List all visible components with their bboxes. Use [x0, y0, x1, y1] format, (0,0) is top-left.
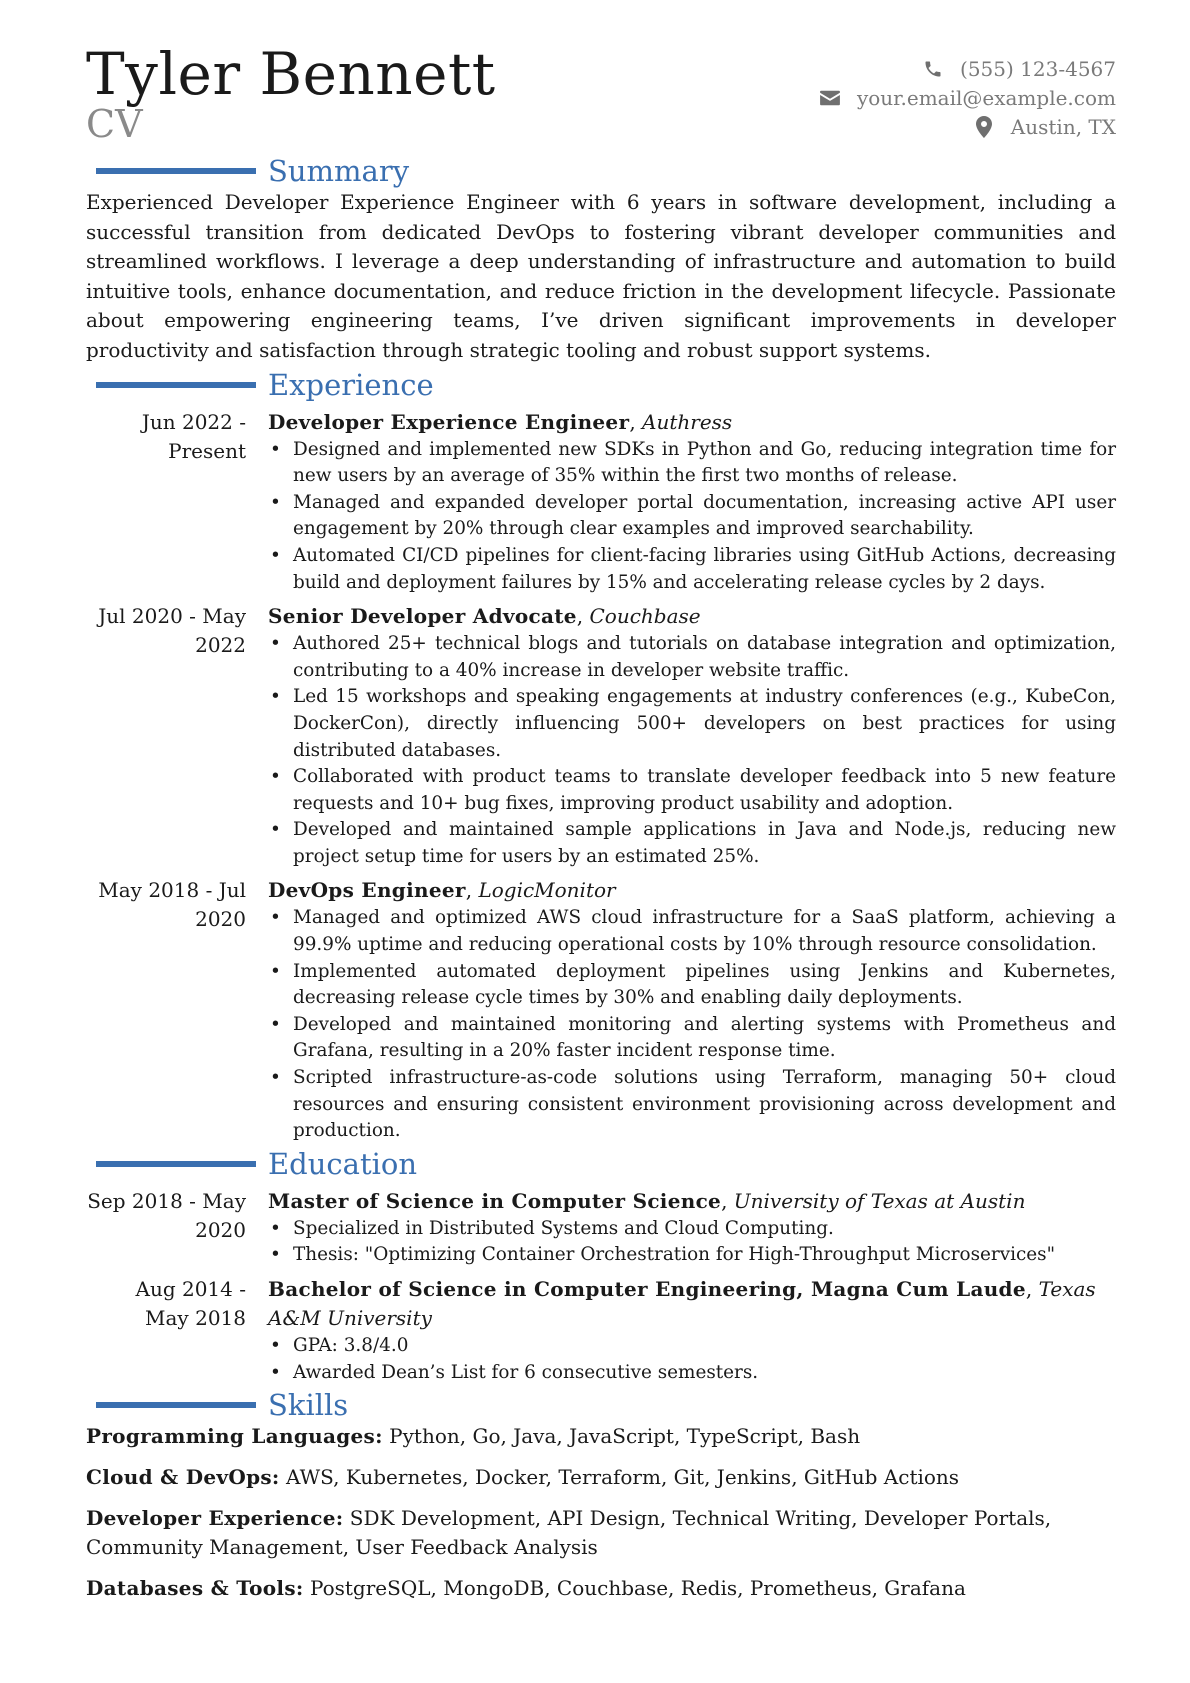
degree: Master of Science in Computer Science: [268, 1188, 722, 1213]
list-item: • Awarded Dean’s List for 6 consecutive semesters.: [268, 1360, 1116, 1387]
skill-row: [86, 1463, 1116, 1492]
job-role: Senior Developer Advocate: [268, 604, 577, 629]
skill-label: Cloud & DevOps:: [86, 1465, 280, 1490]
employer: Authress: [642, 409, 733, 434]
list-item: • Managed and optimized AWS cloud infrastructure for a SaaS platform, achieving a 99.9% uptime and reducing operational costs by 10% through resource consolidation.: [268, 905, 1116, 958]
skill-label: Developer Experience:: [86, 1506, 344, 1531]
entry-dates: Jun 2022 - Present: [141, 409, 246, 463]
list-item: • Specialized in Distributed Systems and Cloud Computing.: [268, 1216, 1116, 1243]
experience-heading: [86, 368, 1116, 402]
entry-title: Developer Experience Engineer, Authress: [268, 409, 733, 434]
envelope-icon: [817, 87, 843, 109]
candidate-name: Tyler Bennett: [86, 40, 496, 108]
list-item: • Designed and implemented new SDKs in Python and Go, reducing integration time for new users by an average of 35% within the first two months of release.: [268, 437, 1116, 490]
skill-value: AWS, Kubernetes, Docker, Terraform, Git, Jenkins, GitHub Actions: [285, 1465, 960, 1490]
skill-value: Python, Go, Java, JavaScript, TypeScript, Bash: [389, 1424, 861, 1449]
resume-header: [86, 40, 1116, 152]
summary-heading: [86, 154, 1116, 188]
map-marker-icon: [971, 116, 997, 138]
employer: LogicMonitor: [478, 878, 616, 903]
resume-page: [86, 40, 1116, 1615]
skill-row: [86, 1504, 1116, 1562]
section-rule: [96, 1161, 256, 1167]
list-item: • Scripted infrastructure-as-code solutions using Terraform, managing 50+ cloud resources and ensuring consistent environment provisioning across development and production.: [268, 1065, 1116, 1145]
list-item: • Authored 25+ technical blogs and tutorials on database integration and optimization, contributing to a 40% increase in developer website traffic.: [268, 631, 1116, 684]
entry-body: [268, 408, 1116, 597]
section-title: Summary: [268, 154, 410, 188]
entry-body: [268, 602, 1116, 870]
section-title: Education: [268, 1146, 418, 1181]
skills-heading: [86, 1388, 1116, 1422]
contact-location: [817, 112, 1116, 141]
entry-body: [268, 1275, 1116, 1386]
skill-label: Databases & Tools:: [86, 1576, 304, 1601]
list-item: • Automated CI/CD pipelines for client-facing libraries using GitHub Actions, decreasing build and deployment failures by 15% and accelerating release cycles by 2 days.: [268, 543, 1116, 596]
entry-title: Senior Developer Advocate, Couchbase: [268, 604, 701, 629]
section-rule: [96, 1402, 256, 1408]
entry-dates: Jul 2020 - May 2022: [98, 604, 246, 658]
entry-title: DevOps Engineer, LogicMonitor: [268, 878, 616, 903]
section-rule: [96, 168, 256, 174]
section-title: Experience: [268, 367, 434, 402]
list-item: • Developed and maintained monitoring and alerting systems with Prometheus and Grafana, resulting in a 20% faster incident response time.: [268, 1012, 1116, 1065]
email-link[interactable]: your.email@example.com: [856, 85, 1116, 110]
list-item: • Developed and maintained sample applications in Java and Node.js, reducing new project setup time for users by an estimated 25%.: [268, 817, 1116, 870]
experience-entry: [86, 602, 1116, 870]
entry-title: Bachelor of Science in Computer Engineering, Magna Cum Laude, Texas A&M University: [268, 1277, 1096, 1330]
achievement-list: [268, 631, 1116, 870]
location-text: Austin, TX: [1010, 114, 1116, 139]
job-role: DevOps Engineer: [268, 878, 466, 903]
skill-row: [86, 1574, 1116, 1603]
entry-body: [268, 1187, 1116, 1269]
entry-dates: Sep 2018 - May 2020: [87, 1188, 246, 1242]
contact-phone: [817, 54, 1116, 83]
education-heading: [86, 1147, 1116, 1181]
institution: Texas A&M University: [268, 1277, 1096, 1330]
list-item: • GPA: 3.8/4.0: [268, 1333, 1116, 1360]
achievement-list: [268, 905, 1116, 1144]
degree: Bachelor of Science in Computer Engineering, Magna Cum Laude: [268, 1277, 1026, 1301]
phone-text[interactable]: (555) 123-4567: [960, 56, 1116, 81]
document-subtitle: CV: [86, 102, 143, 146]
list-item: • Collaborated with product teams to translate developer feedback into 5 new feature requests and 10+ bug fixes, improving product usability and adoption.: [268, 764, 1116, 817]
education-entry: [86, 1275, 1116, 1386]
skill-value: PostgreSQL, MongoDB, Couchbase, Redis, Prometheus, Grafana: [309, 1576, 966, 1601]
detail-list: [268, 1333, 1116, 1386]
achievement-list: [268, 437, 1116, 597]
institution: University of Texas at Austin: [733, 1188, 1026, 1213]
detail-list: [268, 1216, 1116, 1269]
skill-value: SDK Development, API Design, Technical Writing, Developer Portals, Community Management, User Feedback Analysis: [86, 1506, 1052, 1560]
employer: Couchbase: [589, 604, 701, 629]
contact-email: [817, 83, 1116, 112]
skill-label: Programming Languages:: [86, 1424, 383, 1449]
entry-dates: May 2018 - Jul 2020: [98, 878, 246, 932]
experience-entry: [86, 408, 1116, 597]
list-item: • Thesis: "Optimizing Container Orchestration for High-Throughput Microservices": [268, 1242, 1116, 1269]
entry-dates: Aug 2014 - May 2018: [135, 1277, 246, 1330]
job-role: Developer Experience Engineer: [268, 409, 630, 434]
section-title: Skills: [268, 1388, 349, 1423]
education-entry: [86, 1187, 1116, 1269]
summary-text: Experienced Developer Experience Engineer with 6 years in software development, including a successful transition from dedicated DevOps to fostering vibrant developer communities and streamlined workflows. I leverage a deep understanding of infrastructure and automation to build intuitive tools, enhance documentation, and reduce friction in the development lifecycle. Passionate about empowering engineering teams, I’ve driven significant improvements in developer productivity and satisfaction through strategic tooling and robust support systems.: [86, 190, 1116, 362]
list-item: • Led 15 workshops and speaking engagements at industry conferences (e.g., KubeCon, DockerCon), directly influencing 500+ developers on best practices for using distributed databases.: [268, 684, 1116, 764]
list-item: • Managed and expanded developer portal documentation, increasing active API user engagement by 20% through clear examples and improved searchability.: [268, 490, 1116, 543]
entry-body: [268, 876, 1116, 1144]
list-item: • Implemented automated deployment pipelines using Jenkins and Kubernetes, decreasing release cycle times by 30% and enabling daily deployments.: [268, 959, 1116, 1012]
phone-icon: [920, 58, 946, 80]
section-rule: [96, 382, 256, 388]
experience-entry: [86, 876, 1116, 1144]
entry-title: Master of Science in Computer Science, University of Texas at Austin: [268, 1188, 1026, 1213]
contact-block: [817, 54, 1116, 141]
skill-row: [86, 1422, 1116, 1451]
